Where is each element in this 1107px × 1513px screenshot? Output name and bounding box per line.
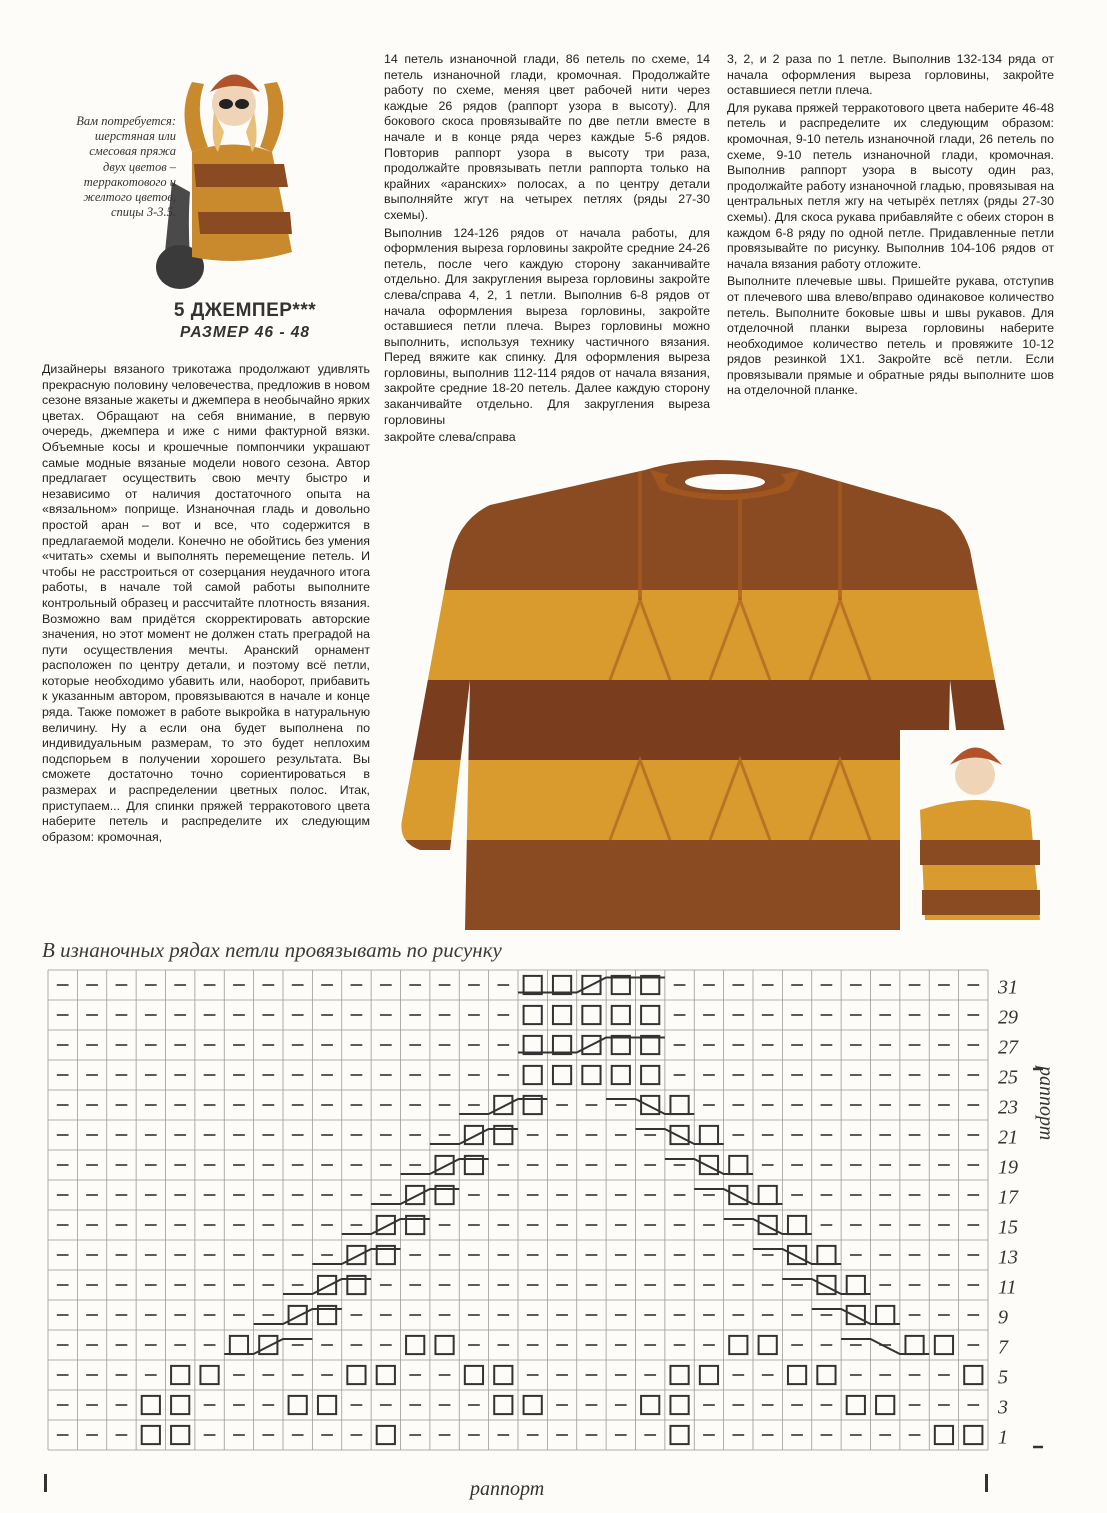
cable-cross-symbol xyxy=(401,1159,489,1174)
row-number-label: 31 xyxy=(998,976,1018,999)
pattern-title xyxy=(130,300,360,342)
knit-stitch-symbol xyxy=(670,1096,688,1114)
knit-stitch-symbol xyxy=(142,1396,160,1414)
knit-stitch-symbol xyxy=(670,1366,688,1384)
row-number-label: 21 xyxy=(998,1126,1018,1149)
knitting-chart xyxy=(42,966,1057,1466)
row-number-label: 11 xyxy=(998,1276,1017,1299)
cable-cross-symbol xyxy=(371,1189,459,1204)
instructions-paragraph: закройте слева/справа xyxy=(384,430,516,445)
cable-cross-symbol xyxy=(606,1099,694,1114)
row-number-label: 19 xyxy=(998,1156,1018,1179)
cable-cross-symbol xyxy=(312,1249,400,1264)
cable-cross-symbol xyxy=(782,1279,870,1294)
knit-stitch-symbol xyxy=(641,1096,659,1114)
knit-stitch-symbol xyxy=(377,1426,395,1444)
knit-stitch-symbol xyxy=(171,1426,189,1444)
knit-stitch-symbol xyxy=(817,1276,835,1294)
chart-caption: В изнаночных рядах петли провязывать по рисунку xyxy=(42,938,502,962)
row-number-label: 25 xyxy=(998,1066,1018,1089)
knit-stitch-symbol xyxy=(347,1366,365,1384)
knit-stitch-symbol xyxy=(553,976,571,994)
cable-cross-symbol xyxy=(283,1279,371,1294)
instructions-paragraph: 3, 2, и 2 раза по 1 петле. Выполнив 132-134 ряда от начала оформления выреза горловины, закройте оставшиеся петли плеча. xyxy=(727,52,1054,98)
knit-stitch-symbol xyxy=(524,1006,542,1024)
instructions-column-middle xyxy=(384,52,710,448)
knit-stitch-symbol xyxy=(582,1006,600,1024)
instructions-paragraph: 14 петель изнаночной глади, 86 петель по схеме, 14 петель изнаночной глади, кромочная. Продолжайте работу по схеме, меняя цвет рабочей нити через каждые 26 рядов (раппорт узора в высоту). Для бокового скоса провязывайте по две петли вместе в начале и в конце ряда через каждые 5-6 рядов. Повторив раппорт узора в высоту три раза, продолжайте провязывать петли раппорта только на крайних «аранских» полосах, а по центру детали выполняйте жгут на четырех петлях (ряды 27-30 схемы). xyxy=(384,52,710,222)
knit-stitch-symbol xyxy=(377,1366,395,1384)
materials-line: желтого цветов, xyxy=(83,190,176,205)
knit-stitch-symbol xyxy=(318,1276,336,1294)
knit-stitch-symbol xyxy=(935,1336,953,1354)
cable-cross-symbol xyxy=(694,1189,782,1204)
instructions-column-right xyxy=(727,52,1054,401)
knit-stitch-symbol xyxy=(759,1186,777,1204)
knit-stitch-symbol xyxy=(788,1366,806,1384)
knit-stitch-symbol xyxy=(729,1336,747,1354)
repeat-end-tick xyxy=(985,1474,988,1492)
knit-stitch-symbol xyxy=(377,1216,395,1234)
row-number-label: 17 xyxy=(998,1186,1018,1209)
model-inset-photo xyxy=(900,730,1050,940)
knit-stitch-symbol xyxy=(494,1396,512,1414)
knit-stitch-symbol xyxy=(641,976,659,994)
knit-stitch-symbol xyxy=(641,1006,659,1024)
knit-stitch-symbol xyxy=(876,1306,894,1324)
repeat-start-tick xyxy=(44,1474,47,1492)
knit-stitch-symbol xyxy=(964,1426,982,1444)
materials-line: двух цветов – xyxy=(103,159,176,174)
title-main: 5 ДЖЕМПЕР*** xyxy=(173,300,317,321)
knit-stitch-symbol xyxy=(435,1156,453,1174)
knit-stitch-symbol xyxy=(465,1366,483,1384)
row-number-label: 29 xyxy=(998,1006,1018,1029)
knit-stitch-symbol xyxy=(494,1366,512,1384)
row-number-label: 1 xyxy=(998,1426,1008,1449)
knit-stitch-symbol xyxy=(435,1336,453,1354)
cable-cross-symbol xyxy=(812,1309,900,1324)
knit-stitch-symbol xyxy=(200,1366,218,1384)
row-number-label: 7 xyxy=(998,1336,1008,1359)
materials-note xyxy=(42,114,176,220)
cable-cross-symbol xyxy=(518,978,665,993)
knit-stitch-symbol xyxy=(817,1366,835,1384)
cable-cross-symbol xyxy=(753,1249,841,1264)
knit-stitch-symbol xyxy=(171,1396,189,1414)
knit-stitch-symbol xyxy=(729,1186,747,1204)
intro-column xyxy=(42,362,370,847)
knit-stitch-symbol xyxy=(406,1336,424,1354)
knit-stitch-symbol xyxy=(729,1156,747,1174)
materials-line: терракотового и xyxy=(83,174,176,189)
model-photo xyxy=(152,52,312,290)
cable-cross-symbol xyxy=(841,1339,929,1354)
knit-stitch-symbol xyxy=(524,976,542,994)
knit-stitch-symbol xyxy=(318,1396,336,1414)
cable-cross-symbol xyxy=(665,1159,753,1174)
materials-line: смесовая пряжа xyxy=(89,144,176,159)
knit-stitch-symbol xyxy=(641,1036,659,1054)
knit-stitch-symbol xyxy=(670,1426,688,1444)
chart-footer-label: раппорт xyxy=(470,1478,545,1500)
instructions-paragraph: Выполнив 124-126 рядов от начала работы, для оформления выреза горловины закройте средние 24-26 петель, после чего каждую сторону заканчивайте отдельно. Для закругления выреза горловины закройте слева/справа 4, 2, 1 петли. Выполнив 6-8 рядов от начала оформления выреза горловины, закройте оставшиеся петли плеча. Вырез горловины можно выполнить, используя технику частичного вязания. Перед вяжите как спинку. Для оформления выреза горловины, выполнив 112-114 рядов от начала вязания, закройте средние 18-20 петель. Далее каждую сторону заканчивайте отдельно. Для закругления выреза горловины xyxy=(384,225,710,427)
knit-stitch-symbol xyxy=(524,1066,542,1084)
cable-cross-symbol xyxy=(342,1219,430,1234)
row-number-label: 3 xyxy=(998,1396,1008,1419)
materials-line: Вам потребуется: xyxy=(76,114,176,128)
row-number-label: 27 xyxy=(998,1036,1018,1059)
knit-stitch-symbol xyxy=(582,1066,600,1084)
knit-stitch-symbol xyxy=(759,1216,777,1234)
knit-stitch-symbol xyxy=(700,1126,718,1144)
knit-stitch-symbol xyxy=(817,1246,835,1264)
knit-stitch-symbol xyxy=(670,1396,688,1414)
knit-stitch-symbol xyxy=(788,1246,806,1264)
side-repeat-label: раппорт xyxy=(1035,1066,1057,1141)
knit-stitch-symbol xyxy=(612,976,630,994)
row-number-label: 5 xyxy=(998,1366,1008,1389)
knit-stitch-symbol xyxy=(612,1036,630,1054)
sweater-photo xyxy=(380,450,1052,940)
cable-cross-symbol xyxy=(430,1129,518,1144)
knit-stitch-symbol xyxy=(347,1246,365,1264)
knit-stitch-symbol xyxy=(964,1366,982,1384)
knit-stitch-symbol xyxy=(612,1006,630,1024)
knit-stitch-symbol xyxy=(289,1396,307,1414)
instructions-paragraph: Для рукава пряжей терракотового цвета наберите 46-48 петель и распределите их следующим образом: кромочная, 9-10 петель изнаночной глади, 26 петель по схеме, 9-10 петель изнаночной глади, кромочная. Выполнив раппорт узора в высоту один раз, продолжайте работу изнаночной гладью, провязывая на центральных петля жгу на четырёх петлях (ряды 27-30 схемы). Для скоса рукава прибавляйте с обеих сторон в каждом 6-8 ряду по одной петле. Придавленные петли провязывайте по рисунку. Выполнив 104-106 рядов от начала вязания работу отложите. xyxy=(727,100,1054,271)
cable-cross-symbol xyxy=(518,1038,665,1053)
knit-stitch-symbol xyxy=(700,1366,718,1384)
cable-cross-symbol xyxy=(724,1219,812,1234)
knit-stitch-symbol xyxy=(935,1426,953,1444)
row-number-label: 23 xyxy=(998,1096,1018,1119)
knit-stitch-symbol xyxy=(230,1336,248,1354)
knit-stitch-symbol xyxy=(171,1366,189,1384)
knit-stitch-symbol xyxy=(876,1396,894,1414)
knit-stitch-symbol xyxy=(759,1336,777,1354)
instructions-paragraph: Выполните плечевые швы. Пришейте рукава, отступив от плечевого шва влево/вправо одинаковое количество петель. Выполните боковые швы и швы рукавов. Для отделочной планки выреза горловины наберите необходимое количество петель и провяжите 10-12 рядов резинкой 1Х1. Закройте всё петли. Если провязывали прямые и обратные ряды выполните шов на отделочной планке. xyxy=(727,274,1054,398)
materials-line: спицы 3-3.5. xyxy=(110,205,176,220)
cable-cross-symbol xyxy=(459,1099,547,1114)
knit-stitch-symbol xyxy=(465,1126,483,1144)
title-size: РАЗМЕР 46 - 48 xyxy=(179,324,311,341)
knit-stitch-symbol xyxy=(142,1426,160,1444)
knit-stitch-symbol xyxy=(553,1066,571,1084)
row-number-label: 9 xyxy=(998,1306,1008,1329)
knit-stitch-symbol xyxy=(259,1336,277,1354)
knit-stitch-symbol xyxy=(847,1306,865,1324)
intro-paragraph: Дизайнеры вязаного трикотажа продолжают удивлять прекрасную половину человечества, предложив в новом сезоне вязаные жакеты и джемпера в необычайно ярких цветах. Обращают на себя внимание, в первую очередь, джемпера и иже с ними фактурной вязки. Объемные косы и крошечные помпончики украшают самые модные вязаные модели нового сезона. Автор предлагает осуществить свою мечту быстро и независимо от наличия достаточного опыта на «вязальном» поприще. Изнаночная гладь и довольно простой аран – вот и все, что содержится в предлагаемой модели. Конечно не обойтись без умения «читать» схемы и выполнять перемещение петель. И чтобы не расстроиться от созерцания неудачного итога работы, в начале той самой работы выполните контрольный образец и рассчитайте плотность вязания. Возможно вам придётся скорректировать авторские значения, но этот момент не должен стать преградой на пути осуществления мечты. Аранский орнамент расположен по центру детали, и поэтому всё петли, которые необходимо убавить или, наоборот, прибавить к указанным автором, провязываются в начале и конце ряда. Также поможет в работе выкройка в натуральную величину. Ну а если она будет выполнена по индивидуальным размерам, то это будет неплохим подспорьем в получении хорошего результата. Вы сможете достаточно точно сориентироваться в размерах и распределении цветных полос. Итак, приступаем... Для спинки пряжей терракотового цвета наберите петель и распределите их следующим образом: кромочная, xyxy=(42,362,370,844)
knit-stitch-symbol xyxy=(612,1066,630,1084)
knit-stitch-symbol xyxy=(524,1396,542,1414)
knit-stitch-symbol xyxy=(700,1156,718,1174)
knit-stitch-symbol xyxy=(406,1186,424,1204)
knit-stitch-symbol xyxy=(553,1006,571,1024)
knit-stitch-symbol xyxy=(494,1096,512,1114)
knit-stitch-symbol xyxy=(788,1216,806,1234)
cable-cross-symbol xyxy=(224,1339,312,1354)
knit-stitch-symbol xyxy=(524,1036,542,1054)
knit-stitch-symbol xyxy=(847,1276,865,1294)
knit-stitch-symbol xyxy=(641,1066,659,1084)
materials-line: шерстяная или xyxy=(94,129,176,144)
knit-stitch-symbol xyxy=(905,1336,923,1354)
row-number-label: 15 xyxy=(998,1216,1018,1239)
row-number-label: 13 xyxy=(998,1246,1018,1269)
knit-stitch-symbol xyxy=(553,1036,571,1054)
cable-cross-symbol xyxy=(636,1129,724,1144)
knit-stitch-symbol xyxy=(641,1396,659,1414)
cable-cross-symbol xyxy=(254,1309,342,1324)
knit-stitch-symbol xyxy=(289,1306,307,1324)
knit-stitch-symbol xyxy=(670,1126,688,1144)
knit-stitch-symbol xyxy=(847,1396,865,1414)
